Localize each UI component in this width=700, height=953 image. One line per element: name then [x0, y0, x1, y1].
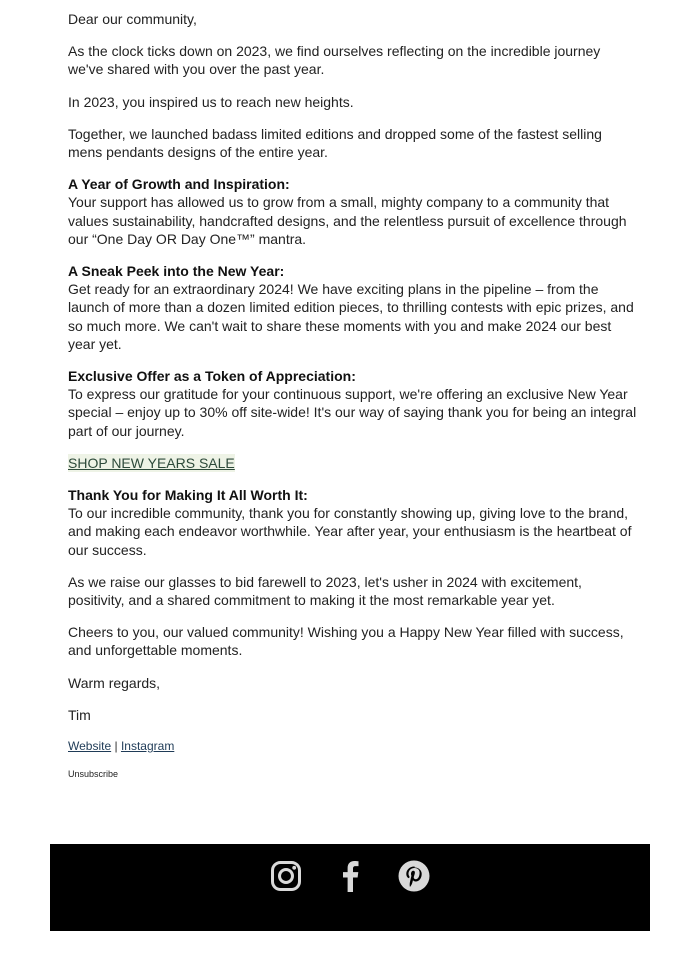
section-heading: Thank You for Making It All Worth It: [68, 487, 308, 504]
section-heading: A Sneak Peek into the New Year: [68, 263, 285, 280]
email-body [68, 10, 638, 794]
cheers-paragraph: Cheers to you, our valued community! Wishing you a Happy New Year filled with success, and unforgettable moments. [68, 624, 624, 659]
social-footer [50, 844, 650, 931]
link-separator: | [114, 739, 118, 754]
section-body: Your support has allowed us to grow from a small, mighty company to a community that values sustainability, handcrafted designs, and the relentless pursuit of excellence through our “One Day OR Day One™” mantra. [68, 194, 627, 247]
section-body: To express our gratitude for your continuous support, we're offering an exclusive New Year special – enjoy up to 30% off site-wide! It's our way of saying thank you for being an integral part of our journey. [68, 386, 637, 439]
section-body: To our incredible community, thank you for constantly showing up, giving love to the brand, and making each endeavor worthwhile. Year after year, your enthusiasm is the heartbeat of our success. [68, 505, 632, 558]
greeting: Dear our community, [68, 11, 197, 27]
signoff: Warm regards, [68, 674, 161, 691]
signature: Tim [68, 706, 91, 723]
shop-link-line [68, 454, 638, 472]
section-sneak-peek [68, 262, 638, 353]
shop-sale-link[interactable]: SHOP NEW YEARS SALE [68, 454, 235, 471]
farewell-paragraph: As we raise our glasses to bid farewell to 2023, let's usher in 2024 with excitement, positivity, and a shared commitment to making it the most remarkable year yet. [68, 573, 582, 609]
unsubscribe-link[interactable]: Unsubscribe [68, 769, 119, 780]
section-body: Get ready for an extraordinary 2024! We have exciting plans in the pipeline – from the launch of more than a dozen limited edition pieces, to thrilling contests with epic prizes, and so much more. We can't wait to share these moments with you and make 2024 our best year yet. [68, 281, 634, 352]
section-heading: Exclusive Offer as a Token of Appreciation: [68, 368, 356, 385]
section-thanks [68, 486, 638, 559]
intro-paragraph: As the clock ticks down on 2023, we find ourselves reflecting on the incredible journey we've shared with you over the past year. [68, 43, 601, 78]
inspired-paragraph: In 2023, you inspired us to reach new heights. [68, 93, 354, 110]
instagram-link[interactable]: Instagram [120, 739, 175, 754]
section-growth [68, 175, 638, 248]
social-icons [50, 859, 650, 893]
pinterest-icon[interactable] [397, 859, 431, 893]
section-heading: A Year of Growth and Inspiration: [68, 176, 290, 193]
facebook-icon[interactable] [333, 859, 367, 893]
website-link[interactable]: Website [68, 739, 112, 754]
section-offer [68, 367, 638, 440]
footer-links [68, 738, 638, 754]
together-paragraph: Together, we launched badass limited editions and dropped some of the fastest selling mens pendants designs of the entire year. [68, 125, 602, 161]
instagram-icon[interactable] [269, 859, 303, 893]
